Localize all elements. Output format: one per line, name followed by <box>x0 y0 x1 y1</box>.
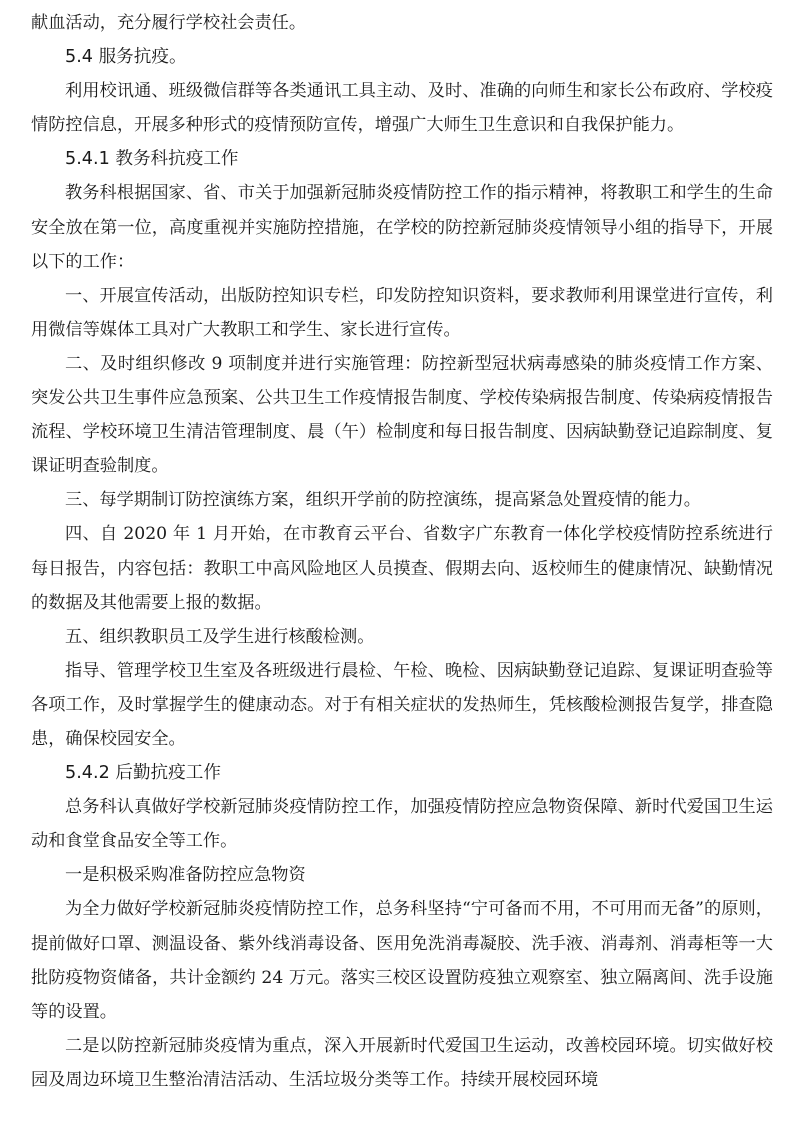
paragraph: 三、每学期制订防控演练方案，组织开学前的防控演练，提高紧急处置疫情的能力。 <box>65 490 701 511</box>
paragraph: 总务科认真做好学校新冠肺炎疫情防控工作，加强疫情防控应急物资保障、新时代爱国卫生运动和食堂食品安全等工作。 <box>31 797 773 852</box>
paragraph: 二、及时组织修改 9 项制度并进行实施管理：防控新型冠状病毒感染的肺炎疫情工作方案、突发公共卫生事件应急预案、公共卫生工作疫情报告制度、学校传染病报告制度、传染病疫情报告流程、学校环境卫生清洁管理制度、晨（午）检制度和每日报告制度、因病缺勤登记追踪制度、复课证明查验制度。 <box>31 353 773 477</box>
paragraph: 一是积极采购准备防控应急物资 <box>65 865 306 886</box>
paragraph: 二是以防控新冠肺炎疫情为重点，深入开展新时代爱国卫生运动，改善校园环境。切实做好校园及周边环境卫生整治清洁活动、生活垃圾分类等工作。持续开展校园环境 <box>31 1035 773 1090</box>
section-heading-5-4: 5.4 服务抗疫。 <box>65 47 187 68</box>
paragraph: 为全力做好学校新冠肺炎疫情防控工作，总务科坚持“宁可备而不用，不可用而无备”的原则，提前做好口罩、测温设备、紫外线消毒设备、医用免洗消毒凝胶、洗手液、消毒剂、消毒柜等一大批防疫物资储备，共计金额约 24 万元。落实三校区设置防疫独立观察室、独立隔离间、洗手设施等的设置。 <box>31 899 773 1022</box>
section-heading-5-4-1: 5.4.1 教务科抗疫工作 <box>65 149 239 170</box>
paragraph-continuation: 献血活动，充分履行学校社会责任。 <box>31 13 307 33</box>
paragraph: 五、组织教职员工及学生进行核酸检测。 <box>65 626 375 647</box>
paragraph: 利用校讯通、班级微信群等各类通讯工具主动、及时、准确的向师生和家长公布政府、学校疫情防控信息，开展多种形式的疫情预防宣传，增强广大师生卫生意识和自我保护能力。 <box>31 81 773 136</box>
paragraph: 四、自 2020 年 1 月开始，在市教育云平台、省数字广东教育一体化学校疫情防控系统进行每日报告，内容包括：教职工中高风险地区人员摸查、假期去向、返校师生的健康情况、缺勤情况的数据及其他需要上报的数据。 <box>31 524 773 613</box>
section-heading-5-4-2: 5.4.2 后勤抗疫工作 <box>65 763 221 784</box>
document-body <box>31 6 773 1097</box>
paragraph: 指导、管理学校卫生室及各班级进行晨检、午检、晚检、因病缺勤登记追踪、复课证明查验等各项工作，及时掌握学生的健康动态。对于有相关症状的发热师生，凭核酸检测报告复学，排查隐患，确保校园安全。 <box>31 660 773 749</box>
paragraph: 教务科根据国家、省、市关于加强新冠肺炎疫情防控工作的指示精神，将教职工和学生的生命安全放在第一位，高度重视并实施防控措施，在学校的防控新冠肺炎疫情领导小组的指导下，开展以下的工作： <box>31 183 773 272</box>
paragraph: 一、开展宣传活动，出版防控知识专栏，印发防控知识资料，要求教师利用课堂进行宣传，利用微信等媒体工具对广大教职工和学生、家长进行宣传。 <box>31 285 773 340</box>
